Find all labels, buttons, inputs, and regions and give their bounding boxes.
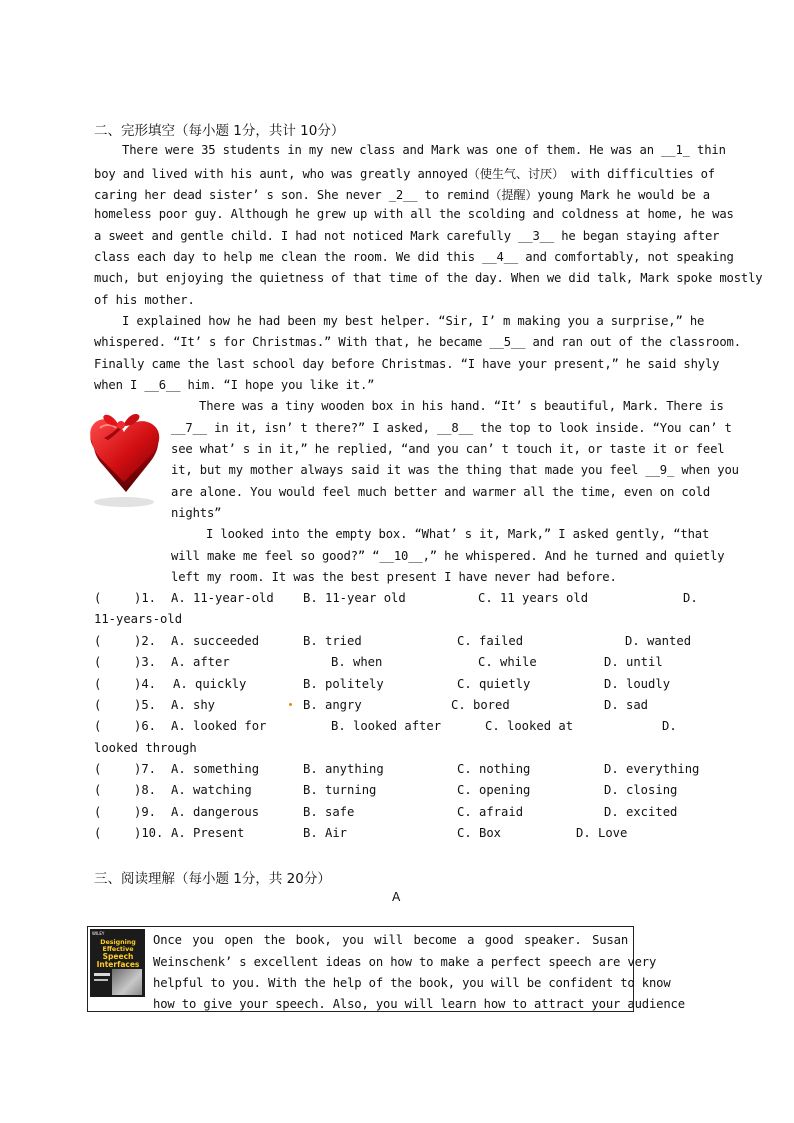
option-b[interactable]: B. turning: [303, 783, 377, 797]
answer-paren[interactable]: (: [94, 805, 102, 819]
option-b[interactable]: B. politely: [303, 677, 384, 691]
passage-line: caring her dead sister’ s son. She never _2__ to remind（提醒）young Mark he would be a: [94, 188, 710, 202]
ad-text-line: helpful to you. With the help of the book, you will be confident to know: [153, 976, 671, 990]
option-a[interactable]: A. quickly: [173, 677, 247, 691]
question-number: )3.: [134, 655, 157, 669]
ad-text-line: how to give your speech. Also, you will learn how to attract your audience: [153, 997, 685, 1011]
option-b[interactable]: B. angry: [303, 698, 362, 712]
option-a[interactable]: A. 11-year-old: [171, 591, 274, 605]
passage-line: see what’ s in it,” he replied, “and you can’ t touch it, or taste it or feel: [171, 442, 725, 456]
question-number: )1.: [134, 591, 157, 605]
question-number: )2.: [134, 634, 157, 648]
question-number: )6.: [134, 719, 157, 733]
ad-text-line: Weinschenk’ s excellent ideas on how to make a perfect speech are very: [153, 955, 657, 969]
passage-line: class each day to help me clean the room. We did this __4__ and comfortably, not speaking: [94, 250, 734, 264]
passage-line: left my room. It was the best present I have never had before.: [171, 570, 617, 584]
passage-line: will make me feel so good?” “__10__,” he whispered. And he turned and quietly: [171, 549, 725, 563]
option-a[interactable]: A. succeeded: [171, 634, 260, 648]
option-d[interactable]: D. wanted: [625, 634, 692, 648]
option-a[interactable]: A. looked for: [171, 719, 267, 733]
option-b[interactable]: B. anything: [303, 762, 384, 776]
option-c[interactable]: C. quietly: [457, 677, 531, 691]
cover-decoration: [94, 979, 108, 981]
option-a[interactable]: A. after: [171, 655, 230, 669]
option-b[interactable]: B. when: [331, 655, 383, 669]
option-c[interactable]: C. looked at: [485, 719, 574, 733]
section-2-title: 二、完形填空（每小题 1分，共计 10分）: [94, 123, 345, 139]
option-b[interactable]: B. Air: [303, 826, 348, 840]
passage-line: There were 35 students in my new class and Mark was one of them. He was an __1_ thin: [122, 143, 726, 157]
passage-line: boy and lived with his aunt, who was greatly annoyed（使生气、讨厌） with difficulties of: [94, 167, 715, 181]
passage-line: it, but my mother always said it was the thing that made you feel __9_ when you: [171, 463, 739, 477]
answer-paren[interactable]: (: [94, 591, 102, 605]
option-c[interactable]: C. while: [478, 655, 537, 669]
answer-paren[interactable]: (: [94, 634, 102, 648]
option-c[interactable]: C. nothing: [457, 762, 531, 776]
answer-paren[interactable]: (: [94, 826, 102, 840]
book-title-top: Designing Effective: [100, 939, 136, 953]
ad-text-line: Once you open the book, you will become a good speaker. Susan: [153, 933, 628, 947]
option-b[interactable]: B. safe: [303, 805, 355, 819]
option-c[interactable]: C. opening: [457, 783, 531, 797]
answer-paren[interactable]: (: [94, 762, 102, 776]
passage-line: a sweet and gentle child. I had not noticed Mark carefully __3__ he began staying after: [94, 229, 720, 243]
passage-line: I explained how he had been my best helper. “Sir, I’ m making you a surprise,” he: [122, 314, 705, 328]
option-d[interactable]: D.: [683, 591, 698, 605]
part-label: A: [392, 890, 401, 904]
book-title-main: Speech Interfaces: [96, 952, 140, 969]
option-d[interactable]: D. everything: [604, 762, 700, 776]
passage-line: of his mother.: [94, 293, 195, 307]
option-d[interactable]: D. loudly: [604, 677, 671, 691]
option-b[interactable]: B. tried: [303, 634, 362, 648]
answer-paren[interactable]: (: [94, 783, 102, 797]
stray-mark: [289, 703, 292, 706]
option-d[interactable]: D.: [662, 719, 677, 733]
option-c[interactable]: C. failed: [457, 634, 524, 648]
option-d[interactable]: D. Love: [576, 826, 628, 840]
option-d[interactable]: D. excited: [604, 805, 678, 819]
passage-line: much, but enjoying the quietness of that time of the day. When we did talk, Mark spoke mostly: [94, 271, 763, 285]
option-a[interactable]: A. shy: [171, 698, 216, 712]
passage-line: I looked into the empty box. “What’ s it, Mark,” I asked gently, “that: [206, 527, 710, 541]
answer-paren[interactable]: (: [94, 677, 102, 691]
option-d-text: looked through: [94, 741, 197, 755]
option-c[interactable]: C. bored: [451, 698, 510, 712]
passage-line: nights”: [171, 506, 222, 520]
option-a[interactable]: A. dangerous: [171, 805, 260, 819]
answer-paren[interactable]: (: [94, 719, 102, 733]
question-number: )8.: [134, 783, 157, 797]
passage-line: homeless poor guy. Although he grew up with all the scolding and coldness at home, he was: [94, 207, 734, 221]
question-number: )4.: [134, 677, 157, 691]
section-3-title: 三、阅读理解（每小题 1分，共 20分）: [94, 871, 331, 887]
passage-line: when I __6__ him. “I hope you like it.”: [94, 378, 375, 392]
option-b[interactable]: B. 11-year old: [303, 591, 406, 605]
passage-line: There was a tiny wooden box in his hand. “It’ s beautiful, Mark. There is: [199, 399, 724, 413]
passage-line: __7__ in it, isn’ t there?” I asked, __8__ the top to look inside. “You can’ t: [171, 421, 732, 435]
question-number: )10.: [134, 826, 164, 840]
cover-decoration: [94, 973, 110, 976]
answer-paren[interactable]: (: [94, 698, 102, 712]
option-d[interactable]: D. sad: [604, 698, 649, 712]
question-number: )9.: [134, 805, 157, 819]
option-c[interactable]: C. Box: [457, 826, 502, 840]
option-d[interactable]: D. until: [604, 655, 663, 669]
question-number: )7.: [134, 762, 157, 776]
option-a[interactable]: A. Present: [171, 826, 245, 840]
question-number: )5.: [134, 698, 157, 712]
passage-line: Finally came the last school day before Christmas. “I have your present,” he said shyly: [94, 357, 720, 371]
answer-paren[interactable]: (: [94, 655, 102, 669]
option-d-text: 11-years-old: [94, 612, 183, 626]
passage-line: are alone. You would feel much better and warmer all the time, even on cold: [171, 485, 711, 499]
option-b[interactable]: B. looked after: [331, 719, 442, 733]
heart-gift-box-image: [84, 406, 164, 510]
book-ad-box: [87, 926, 685, 1012]
option-c[interactable]: C. 11 years old: [478, 591, 589, 605]
cover-photo: [112, 969, 142, 995]
option-c[interactable]: C. afraid: [457, 805, 524, 819]
publisher-label: WILEY: [92, 931, 105, 936]
option-a[interactable]: A. watching: [171, 783, 252, 797]
option-d[interactable]: D. closing: [604, 783, 678, 797]
passage-line: whispered. “It’ s for Christmas.” With that, he became __5__ and ran out of the classroom.: [94, 335, 741, 349]
option-a[interactable]: A. something: [171, 762, 260, 776]
book-cover-image: [90, 929, 145, 997]
